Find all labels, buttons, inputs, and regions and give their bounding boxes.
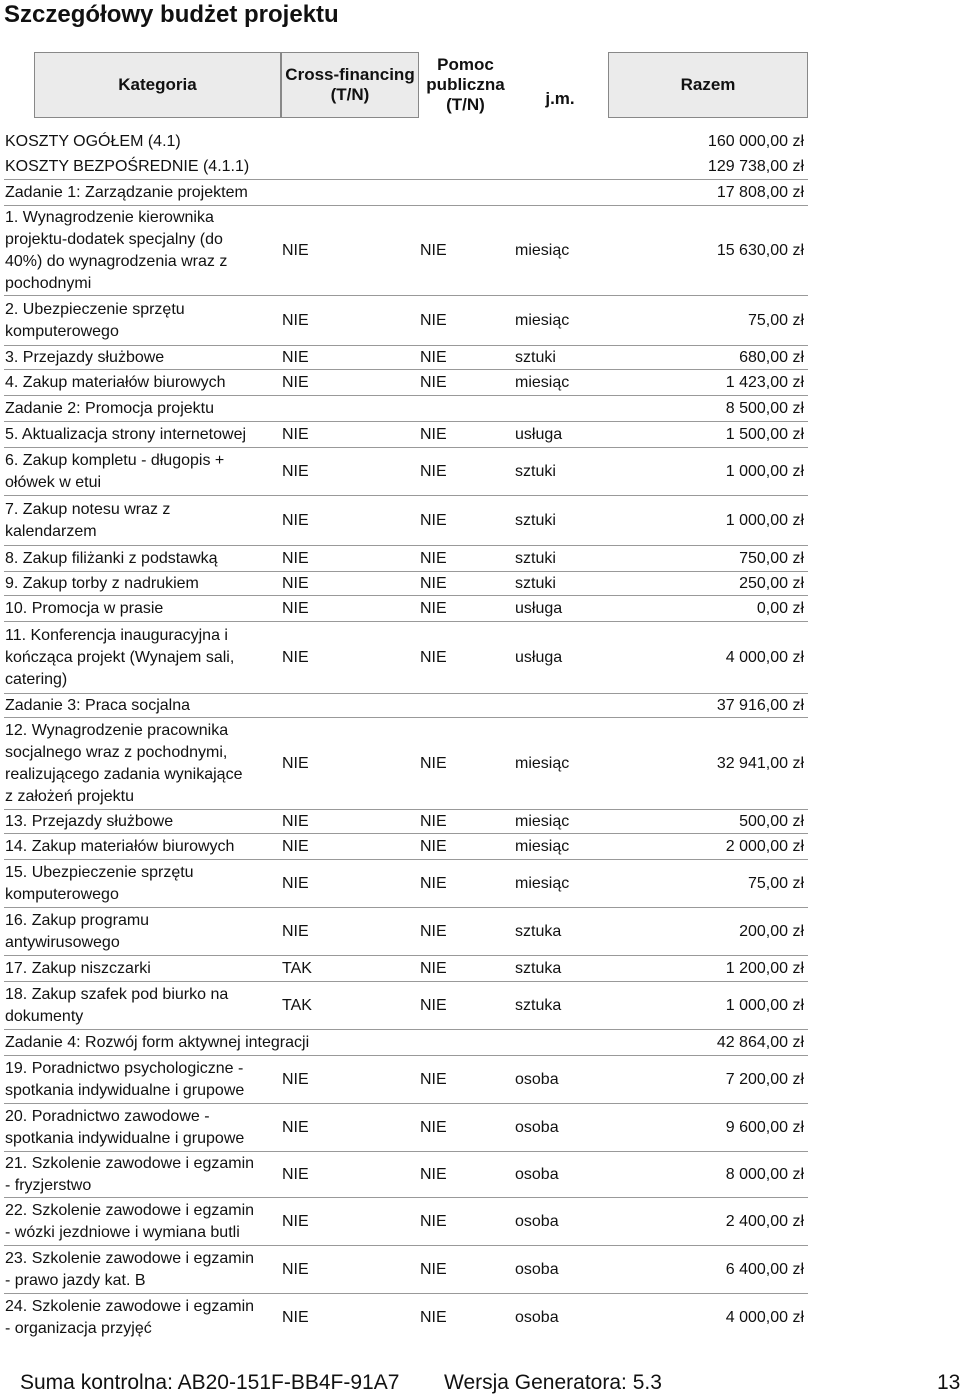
row-pomoc-publiczna <box>420 180 480 206</box>
row-cross-financing <box>282 129 342 154</box>
row-unit: sztuki <box>515 512 556 529</box>
row-category: 8. Zakup filiżanki z podstawką <box>5 550 218 567</box>
row-cross-financing: NIE <box>282 1213 309 1230</box>
table-row <box>0 1294 960 1342</box>
row-total: 32 941,00 zł <box>716 755 804 772</box>
row-pomoc-publiczna: NIE <box>420 838 447 855</box>
table-row <box>0 694 960 718</box>
table-row <box>0 546 960 572</box>
row-unit: osoba <box>515 1309 559 1326</box>
row-pomoc-publiczna: NIE <box>420 600 447 617</box>
row-divider <box>4 1293 808 1294</box>
row-divider <box>4 693 808 694</box>
row-cross-financing <box>282 396 342 422</box>
row-unit <box>515 1030 605 1056</box>
row-unit: miesiąc <box>515 838 570 855</box>
row-pomoc-publiczna: NIE <box>420 463 447 480</box>
row-cross-financing <box>282 180 342 206</box>
row-pomoc-publiczna <box>420 396 480 422</box>
table-row <box>0 956 960 982</box>
row-total: 750,00 zł <box>739 550 804 567</box>
row-pomoc-publiczna: NIE <box>420 923 447 940</box>
row-divider <box>4 571 808 572</box>
table-row <box>0 908 960 956</box>
row-pomoc-publiczna: NIE <box>420 1261 447 1278</box>
row-cross-financing: NIE <box>282 755 309 772</box>
table-row <box>0 1198 960 1246</box>
row-total: 1 000,00 zł <box>725 512 804 529</box>
row-unit: sztuki <box>515 550 556 567</box>
row-cross-financing: TAK <box>282 997 312 1014</box>
row-divider <box>4 907 808 908</box>
row-cross-financing: NIE <box>282 649 309 666</box>
row-pomoc-publiczna: NIE <box>420 997 447 1014</box>
row-cross-financing: NIE <box>282 512 309 529</box>
row-pomoc-publiczna: NIE <box>420 1213 447 1230</box>
table-row <box>0 718 960 810</box>
header-cross-financing: Cross-financing (T/N) <box>281 52 419 118</box>
row-total: 6 400,00 zł <box>725 1261 804 1278</box>
table-row <box>0 346 960 370</box>
row-cross-financing: NIE <box>282 349 309 366</box>
row-unit: usługa <box>515 600 563 617</box>
row-cross-financing: NIE <box>282 242 309 259</box>
row-cross-financing: NIE <box>282 1071 309 1088</box>
row-cross-financing: TAK <box>282 960 312 977</box>
row-total: 2 400,00 zł <box>725 1213 804 1230</box>
row-cross-financing <box>282 694 342 718</box>
row-total: 17 808,00 zł <box>716 184 804 201</box>
row-total: 8 500,00 zł <box>725 400 804 417</box>
row-divider <box>4 295 808 296</box>
row-cross-financing: NIE <box>282 1309 309 1326</box>
row-pomoc-publiczna: NIE <box>420 242 447 259</box>
row-cross-financing: NIE <box>282 374 309 391</box>
row-category: Zadanie 1: Zarządzanie projektem <box>5 184 248 201</box>
table-row <box>0 296 960 346</box>
row-unit: usługa <box>515 426 563 443</box>
header-kategoria: Kategoria <box>34 52 281 118</box>
row-total: 500,00 zł <box>739 813 804 830</box>
row-divider <box>4 1103 808 1104</box>
row-unit: osoba <box>515 1213 559 1230</box>
row-total: 37 916,00 zł <box>716 697 804 714</box>
row-total: 4 000,00 zł <box>725 649 804 666</box>
row-category: 24. Szkolenie zawodowe i egzamin - organizacja przyjęć <box>5 1298 255 1337</box>
row-total: 250,00 zł <box>739 575 804 592</box>
row-total: 1 500,00 zł <box>725 426 804 443</box>
row-cross-financing <box>282 154 342 180</box>
row-category: 15. Ubezpieczenie sprzętu komputerowego <box>5 864 194 903</box>
row-category: 23. Szkolenie zawodowe i egzamin - prawo jazdy kat. B <box>5 1250 255 1289</box>
row-category: Zadanie 4: Rozwój form aktywnej integracji <box>5 1034 310 1051</box>
row-total: 160 000,00 zł <box>707 132 804 150</box>
row-category: 5. Aktualizacja strony internetowej <box>5 426 247 443</box>
table-row <box>0 422 960 448</box>
table-row <box>0 496 960 546</box>
row-total: 1 423,00 zł <box>725 374 804 391</box>
table-row <box>0 572 960 596</box>
row-unit: miesiąc <box>515 242 570 259</box>
row-category: 3. Przejazdy służbowe <box>5 349 165 366</box>
row-cross-financing: NIE <box>282 923 309 940</box>
table-row <box>0 1030 960 1056</box>
row-unit: miesiąc <box>515 813 570 830</box>
row-divider <box>4 1151 808 1152</box>
row-unit: osoba <box>515 1166 559 1183</box>
row-unit: osoba <box>515 1119 559 1136</box>
row-divider <box>4 205 808 206</box>
row-divider <box>4 595 808 596</box>
row-unit: osoba <box>515 1261 559 1278</box>
table-row <box>0 622 960 694</box>
row-cross-financing: NIE <box>282 813 309 830</box>
table-row <box>0 1056 960 1104</box>
row-divider <box>4 981 808 982</box>
row-pomoc-publiczna: NIE <box>420 1071 447 1088</box>
row-cross-financing: NIE <box>282 1119 309 1136</box>
row-total: 75,00 zł <box>747 312 804 329</box>
row-pomoc-publiczna: NIE <box>420 374 447 391</box>
row-unit <box>515 694 605 718</box>
row-unit: usługa <box>515 649 563 666</box>
row-cross-financing <box>282 1030 342 1056</box>
row-unit: sztuki <box>515 575 556 592</box>
row-cross-financing: NIE <box>282 1261 309 1278</box>
row-pomoc-publiczna: NIE <box>420 426 447 443</box>
row-pomoc-publiczna: NIE <box>420 813 447 830</box>
row-cross-financing: NIE <box>282 463 309 480</box>
row-total: 129 738,00 zł <box>707 158 804 175</box>
row-pomoc-publiczna <box>420 129 480 154</box>
row-total: 8 000,00 zł <box>725 1166 804 1183</box>
row-cross-financing: NIE <box>282 426 309 443</box>
row-pomoc-publiczna: NIE <box>420 1309 447 1326</box>
row-unit <box>515 396 605 422</box>
table-row <box>0 180 960 206</box>
row-category: 16. Zakup programu antywirusowego <box>5 912 150 951</box>
row-unit: sztuka <box>515 923 562 940</box>
row-unit <box>515 180 605 206</box>
row-category: KOSZTY OGÓŁEM (4.1) <box>5 132 181 150</box>
row-divider <box>4 833 808 834</box>
table-row <box>0 370 960 396</box>
row-divider <box>4 1197 808 1198</box>
table-row <box>0 1246 960 1294</box>
row-category: 22. Szkolenie zawodowe i egzamin - wózki jezdniowe i wymiana butli <box>5 1202 255 1241</box>
table-row <box>0 154 960 180</box>
table-row <box>0 396 960 422</box>
row-pomoc-publiczna <box>420 154 480 180</box>
row-pomoc-publiczna: NIE <box>420 550 447 567</box>
row-pomoc-publiczna: NIE <box>420 649 447 666</box>
page-title: Szczegółowy budżet projektu <box>4 1 339 28</box>
row-pomoc-publiczna: NIE <box>420 312 447 329</box>
row-category: 14. Zakup materiałów biurowych <box>5 838 235 855</box>
row-divider <box>4 955 808 956</box>
row-total: 200,00 zł <box>739 923 804 940</box>
row-pomoc-publiczna: NIE <box>420 1166 447 1183</box>
row-cross-financing: NIE <box>282 600 309 617</box>
row-divider <box>4 545 808 546</box>
row-unit: sztuki <box>515 349 556 366</box>
table-row <box>0 860 960 908</box>
row-pomoc-publiczna: NIE <box>420 875 447 892</box>
row-category: 20. Poradnictwo zawodowe - spotkania indywidualne i grupowe <box>5 1108 245 1147</box>
row-category: 10. Promocja w prasie <box>5 600 164 617</box>
header-jm: j.m. <box>545 89 575 108</box>
row-pomoc-publiczna: NIE <box>420 512 447 529</box>
row-category: Zadanie 3: Praca socjalna <box>5 697 190 714</box>
footer-page-number: 13 <box>937 1371 960 1394</box>
row-category: 1. Wynagrodzenie kierownika projektu-dodatek specjalny (do 40%) do wynagrodzenia wraz z pochodnymi <box>5 209 228 292</box>
row-unit <box>515 154 605 180</box>
row-category: 9. Zakup torby z nadrukiem <box>5 575 199 592</box>
row-unit <box>515 129 605 154</box>
row-total: 15 630,00 zł <box>716 242 804 259</box>
footer-generator-version: Wersja Generatora: 5.3 <box>444 1371 662 1394</box>
row-total: 4 000,00 zł <box>725 1309 804 1326</box>
row-cross-financing: NIE <box>282 575 309 592</box>
row-total: 42 864,00 zł <box>716 1034 804 1051</box>
row-category: 2. Ubezpieczenie sprzętu komputerowego <box>5 301 185 340</box>
row-divider <box>4 621 808 622</box>
row-unit: miesiąc <box>515 755 570 772</box>
row-category: KOSZTY BEZPOŚREDNIE (4.1.1) <box>5 158 250 175</box>
table-row <box>0 810 960 834</box>
row-total: 7 200,00 zł <box>725 1071 804 1088</box>
row-cross-financing: NIE <box>282 1166 309 1183</box>
row-divider <box>4 1245 808 1246</box>
row-unit: sztuka <box>515 997 562 1014</box>
row-unit: miesiąc <box>515 374 570 391</box>
row-cross-financing: NIE <box>282 875 309 892</box>
row-category: 7. Zakup notesu wraz z kalendarzem <box>5 501 171 540</box>
row-total: 9 600,00 zł <box>725 1119 804 1136</box>
row-unit: miesiąc <box>515 312 570 329</box>
row-cross-financing: NIE <box>282 312 309 329</box>
table-row <box>0 1152 960 1198</box>
row-divider <box>4 1055 808 1056</box>
header-pomoc-publiczna: Pomoc publiczna (T/N) <box>426 55 505 114</box>
table-row <box>0 206 960 296</box>
table-row <box>0 834 960 860</box>
row-category: 13. Przejazdy służbowe <box>5 813 174 830</box>
row-total: 1 000,00 zł <box>725 997 804 1014</box>
row-category: 4. Zakup materiałów biurowych <box>5 374 226 391</box>
row-cross-financing: NIE <box>282 838 309 855</box>
row-divider <box>4 717 808 718</box>
row-category: 6. Zakup kompletu - długopis + ołówek w etui <box>5 452 225 491</box>
row-divider <box>4 369 808 370</box>
row-pomoc-publiczna: NIE <box>420 575 447 592</box>
row-total: 0,00 zł <box>756 600 804 617</box>
row-pomoc-publiczna: NIE <box>420 1119 447 1136</box>
row-total: 1 200,00 zł <box>725 960 804 977</box>
row-category: 12. Wynagrodzenie pracownika socjalnego wraz z pochodnymi, realizującego zadania wynikające z założeń projektu <box>5 722 243 805</box>
row-category: 18. Zakup szafek pod biurko na dokumenty <box>5 986 229 1025</box>
header-razem: Razem <box>608 52 808 118</box>
table-row <box>0 596 960 622</box>
row-divider <box>4 809 808 810</box>
table-row <box>0 448 960 496</box>
footer-checksum: Suma kontrolna: AB20-151F-BB4F-91A7 <box>20 1371 400 1394</box>
row-pomoc-publiczna: NIE <box>420 349 447 366</box>
row-pomoc-publiczna: NIE <box>420 960 447 977</box>
row-pomoc-publiczna: NIE <box>420 755 447 772</box>
row-category: 17. Zakup niszczarki <box>5 960 151 977</box>
table-row <box>0 1104 960 1152</box>
row-divider <box>4 447 808 448</box>
row-unit: sztuki <box>515 463 556 480</box>
row-divider <box>4 859 808 860</box>
row-unit: osoba <box>515 1071 559 1088</box>
row-divider <box>4 345 808 346</box>
row-unit: miesiąc <box>515 875 570 892</box>
row-unit: sztuka <box>515 960 562 977</box>
row-pomoc-publiczna <box>420 694 480 718</box>
row-cross-financing: NIE <box>282 550 309 567</box>
row-divider <box>4 1029 808 1030</box>
row-divider <box>4 395 808 396</box>
row-divider <box>4 421 808 422</box>
row-total: 2 000,00 zł <box>725 838 804 855</box>
table-row <box>0 982 960 1030</box>
row-total: 680,00 zł <box>739 349 804 366</box>
row-category: 11. Konferencja inauguracyjna i kończąca projekt (Wynajem sali, catering) <box>5 627 235 688</box>
row-divider <box>4 495 808 496</box>
row-divider <box>4 179 808 180</box>
table-row <box>0 129 960 154</box>
row-category: Zadanie 2: Promocja projektu <box>5 400 214 417</box>
row-total: 75,00 zł <box>747 875 804 892</box>
row-category: 19. Poradnictwo psychologiczne - spotkania indywidualne i grupowe <box>5 1060 245 1099</box>
row-total: 1 000,00 zł <box>725 463 804 480</box>
row-category: 21. Szkolenie zawodowe i egzamin - fryzjerstwo <box>5 1155 255 1194</box>
row-pomoc-publiczna <box>420 1030 480 1056</box>
